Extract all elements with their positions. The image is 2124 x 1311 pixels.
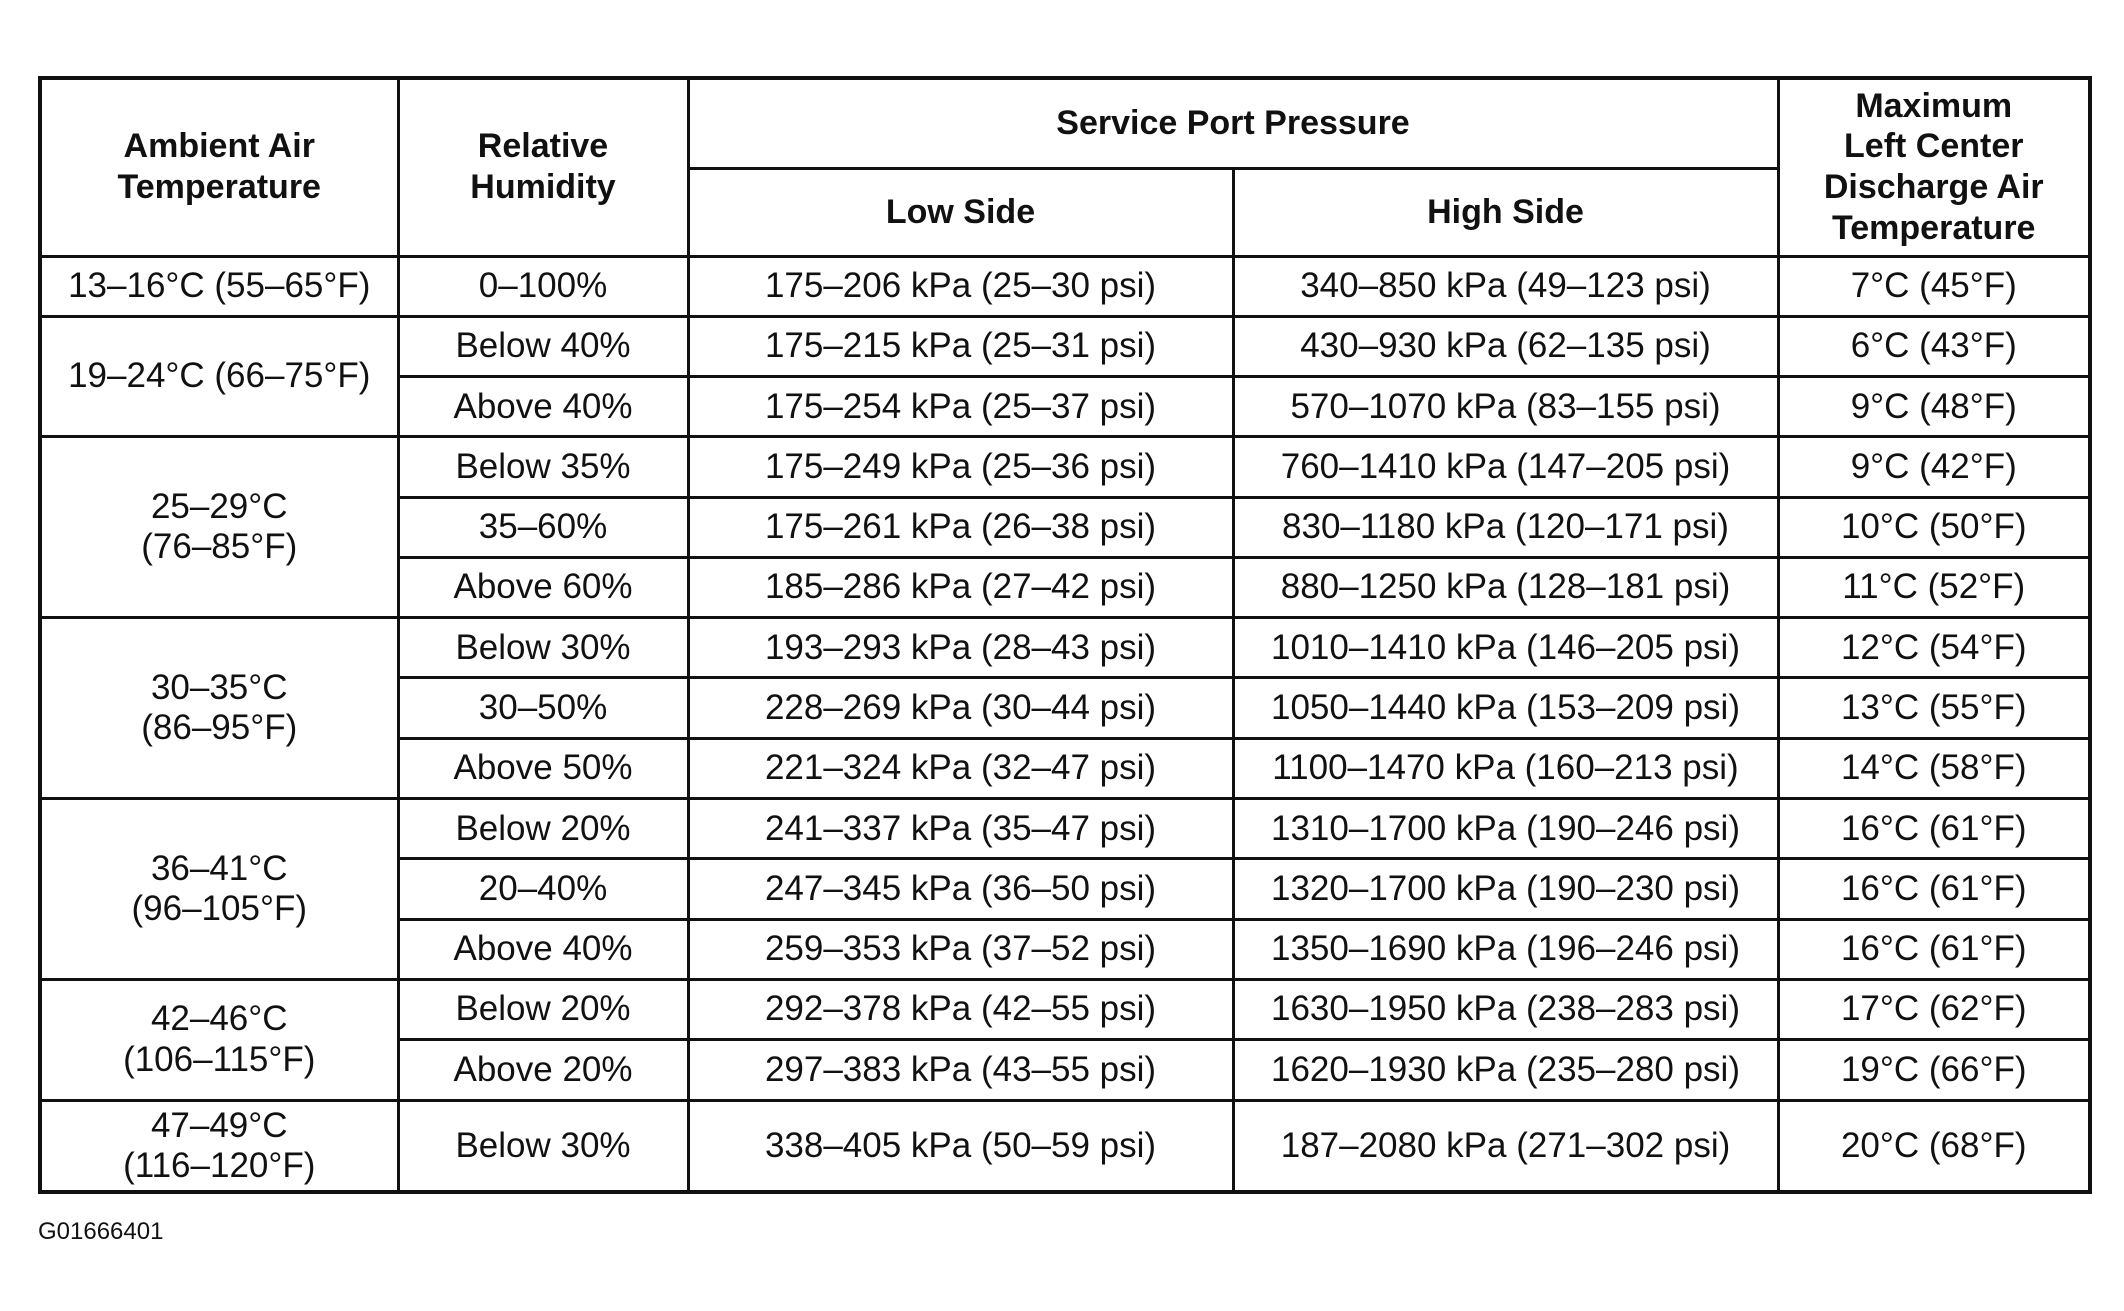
high-side-pressure-cell: 430–930 kPa (62–135 psi) [1233,316,1778,376]
discharge-temperature-cell: 13°C (55°F) [1778,678,2090,738]
table-body [40,256,2090,1192]
service-port-pressure-header: Service Port Pressure [688,78,1778,168]
ambient-temperature-line: (96–105°F) [131,888,307,928]
high-side-pressure-cell: 1320–1700 kPa (190–230 psi) [1233,859,1778,919]
ambient-temperature-line: 30–35°C [150,667,288,707]
relative-humidity-cell: Below 40% [398,316,688,376]
discharge-temperature-cell: 6°C (43°F) [1778,316,2090,376]
ambient-temperature-line: (106–115°F) [123,1039,316,1079]
low-side-pressure-cell: 175–254 kPa (25–37 psi) [688,377,1233,437]
low-side-pressure-cell: 259–353 kPa (37–52 psi) [688,919,1233,979]
high-side-pressure-cell: 1310–1700 kPa (190–246 psi) [1233,799,1778,859]
high-side-pressure-cell: 880–1250 kPa (128–181 psi) [1233,557,1778,617]
low-side-pressure-cell: 185–286 kPa (27–42 psi) [688,557,1233,617]
relative-humidity-cell: 35–60% [398,497,688,557]
low-side-pressure-cell: 338–405 kPa (50–59 psi) [688,1100,1233,1192]
low-side-pressure-cell: 292–378 kPa (42–55 psi) [688,979,1233,1039]
ambient-temperature-cell [40,437,398,618]
discharge-temperature-cell: 10°C (50°F) [1778,497,2090,557]
high-side-pressure-cell: 1100–1470 kPa (160–213 psi) [1233,738,1778,798]
discharge-temperature-cell: 11°C (52°F) [1778,557,2090,617]
relative-humidity-cell: 30–50% [398,678,688,738]
high-side-pressure-cell: 830–1180 kPa (120–171 psi) [1233,497,1778,557]
humidity-header-line-1: Relative [477,127,609,166]
ambient-header-line-2: Temperature [117,168,321,207]
ac-performance-table [38,76,2092,1194]
discharge-temperature-cell: 16°C (61°F) [1778,859,2090,919]
ambient-temperature-cell [40,799,398,980]
discharge-temperature-cell: 19°C (66°F) [1778,1040,2090,1100]
discharge-temperature-cell: 16°C (61°F) [1778,919,2090,979]
ambient-temperature-line: 36–41°C [150,848,288,888]
discharge-temperature-cell: 7°C (45°F) [1778,256,2090,316]
high-side-pressure-cell: 1630–1950 kPa (238–283 psi) [1233,979,1778,1039]
table-row [40,316,2090,376]
relative-humidity-cell: Above 40% [398,377,688,437]
ambient-header-line-1: Ambient Air [123,127,315,166]
discharge-temperature-cell: 20°C (68°F) [1778,1100,2090,1192]
high-side-pressure-cell: 1350–1690 kPa (196–246 psi) [1233,919,1778,979]
ambient-temperature-cell [40,618,398,799]
low-side-pressure-cell: 175–206 kPa (25–30 psi) [688,256,1233,316]
ambient-temperature-cell [40,316,398,437]
relative-humidity-cell: Below 30% [398,618,688,678]
discharge-header-line-2: Left Center [1844,127,2024,166]
relative-humidity-cell: Above 50% [398,738,688,798]
low-side-pressure-cell: 175–261 kPa (26–38 psi) [688,497,1233,557]
high-side-pressure-cell: 187–2080 kPa (271–302 psi) [1233,1100,1778,1192]
relative-humidity-cell: Above 20% [398,1040,688,1100]
figure-id: G01666401 [38,1218,164,1245]
relative-humidity-cell: Below 35% [398,437,688,497]
ambient-temperature-line: 42–46°C [150,999,288,1039]
discharge-header-line-3: Discharge Air [1823,168,2044,207]
low-side-pressure-cell: 297–383 kPa (43–55 psi) [688,1040,1233,1100]
table-row [40,256,2090,316]
high-side-pressure-cell: 760–1410 kPa (147–205 psi) [1233,437,1778,497]
low-side-pressure-cell: 175–215 kPa (25–31 psi) [688,316,1233,376]
discharge-temperature-cell: 9°C (42°F) [1778,437,2090,497]
low-side-pressure-cell: 241–337 kPa (35–47 psi) [688,799,1233,859]
relative-humidity-cell: 0–100% [398,256,688,316]
table-row [40,979,2090,1039]
high-side-pressure-cell: 1050–1440 kPa (153–209 psi) [1233,678,1778,738]
high-side-pressure-cell: 1620–1930 kPa (235–280 psi) [1233,1040,1778,1100]
pressure-table-wrapper [38,76,2088,1194]
high-side-pressure-cell: 1010–1410 kPa (146–205 psi) [1233,618,1778,678]
low-side-pressure-cell: 221–324 kPa (32–47 psi) [688,738,1233,798]
discharge-header-line-1: Maximum [1855,86,2013,125]
low-side-pressure-cell: 247–345 kPa (36–50 psi) [688,859,1233,919]
relative-humidity-cell: 20–40% [398,859,688,919]
high-side-pressure-cell: 340–850 kPa (49–123 psi) [1233,256,1778,316]
ambient-air-temperature-header [40,78,398,256]
relative-humidity-header [398,78,688,256]
discharge-temperature-cell: 12°C (54°F) [1778,618,2090,678]
discharge-header-line-4: Temperature [1832,209,2036,248]
relative-humidity-cell: Below 20% [398,979,688,1039]
relative-humidity-cell: Below 20% [398,799,688,859]
table-row [40,1100,2090,1192]
high-side-pressure-cell: 570–1070 kPa (83–155 psi) [1233,377,1778,437]
relative-humidity-cell: Above 60% [398,557,688,617]
low-side-pressure-cell: 193–293 kPa (28–43 psi) [688,618,1233,678]
ambient-temperature-line: (86–95°F) [141,708,298,748]
discharge-temperature-cell: 16°C (61°F) [1778,799,2090,859]
ambient-temperature-cell [40,979,398,1100]
ambient-temperature-line: 25–29°C [150,487,288,527]
header-row-top [40,78,2090,168]
table-row [40,437,2090,497]
relative-humidity-cell: Below 30% [398,1100,688,1192]
high-side-header: High Side [1233,168,1778,256]
ambient-temperature-line: 47–49°C [150,1105,288,1145]
ambient-temperature-line: 19–24°C (66–75°F) [68,356,371,396]
ambient-temperature-line: (116–120°F) [123,1145,316,1185]
relative-humidity-cell: Above 40% [398,919,688,979]
table-row [40,618,2090,678]
humidity-header-line-2: Humidity [470,168,616,207]
discharge-temperature-cell: 17°C (62°F) [1778,979,2090,1039]
low-side-pressure-cell: 175–249 kPa (25–36 psi) [688,437,1233,497]
low-side-pressure-cell: 228–269 kPa (30–44 psi) [688,678,1233,738]
discharge-temperature-cell: 9°C (48°F) [1778,377,2090,437]
ambient-temperature-cell [40,1100,398,1192]
discharge-temperature-cell: 14°C (58°F) [1778,738,2090,798]
table-row [40,799,2090,859]
ambient-temperature-line: 13–16°C (55–65°F) [68,266,371,306]
low-side-header: Low Side [688,168,1233,256]
max-discharge-air-temperature-header [1778,78,2090,256]
ambient-temperature-line: (76–85°F) [141,527,298,567]
ambient-temperature-cell [40,256,398,316]
